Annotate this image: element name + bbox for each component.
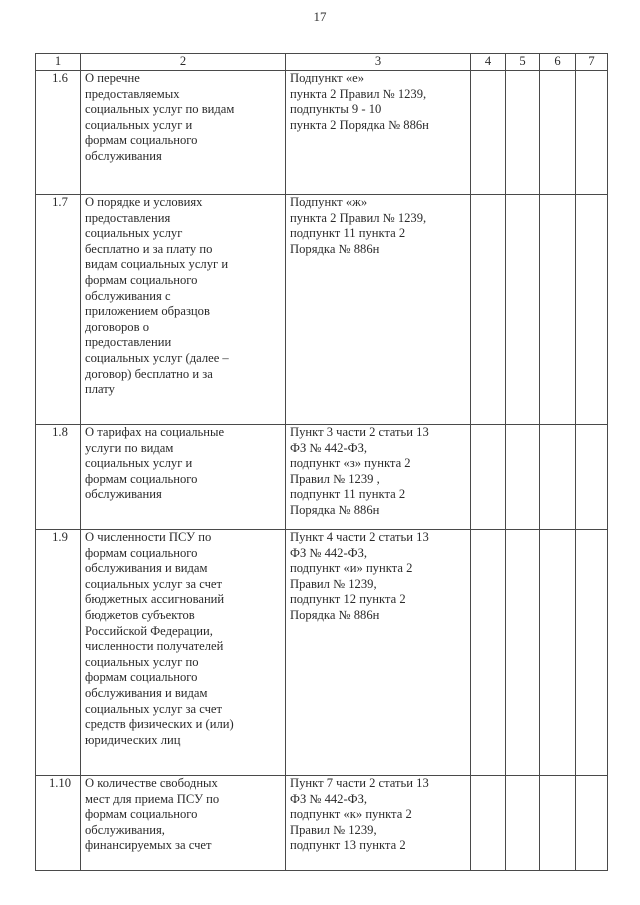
legal-reference-cell	[286, 425, 471, 530]
reference-text-line: ФЗ № 442-ФЗ,	[290, 791, 368, 806]
subject-text-line: формам социального	[85, 545, 198, 560]
subject-text-line: Российской Федерации,	[85, 623, 213, 638]
reference-text-line: Подпункт «е»	[290, 71, 365, 85]
information-subject-cell	[81, 776, 286, 871]
information-subject-cell	[81, 71, 286, 195]
row-number: 1.9	[36, 530, 81, 776]
subject-text-line: численности получателей	[85, 639, 224, 654]
column-header: 7	[576, 54, 608, 71]
subject-text-line: О порядке и условиях	[85, 195, 203, 209]
subject-text-line: социальных услуг за счет	[85, 701, 223, 716]
table-row	[36, 776, 608, 871]
subject-text-line: услуги по видам	[85, 440, 174, 455]
subject-text-line: социальных услуг по	[85, 654, 199, 669]
column-header: 4	[471, 54, 506, 71]
subject-text-line: формам социального	[85, 133, 198, 148]
reference-text-line: ФЗ № 442-ФЗ,	[290, 545, 368, 560]
subject-text-line: О перечне	[85, 71, 140, 85]
subject-text-line: договоров о	[85, 319, 149, 334]
empty-cell-col-7	[576, 530, 608, 776]
reference-text-line: Порядка № 886н	[290, 607, 380, 622]
subject-text-line: бесплатно и за плату по	[85, 241, 213, 256]
empty-cell-col-7	[576, 71, 608, 195]
subject-text-line: социальных услуг за счет	[85, 576, 223, 591]
legal-reference-cell	[286, 195, 471, 425]
subject-text-line: О численности ПСУ по	[85, 530, 212, 544]
empty-cell-col-5	[506, 195, 540, 425]
empty-cell-col-5	[506, 530, 540, 776]
empty-cell-col-4	[471, 71, 506, 195]
subject-text-line: социальных услуг по видам	[85, 102, 235, 117]
legal-reference-cell	[286, 776, 471, 871]
empty-cell-col-5	[506, 776, 540, 871]
reference-text-line: подпункты 9 - 10	[290, 102, 382, 117]
subject-text-line: обслуживания	[85, 487, 162, 502]
information-subject-cell	[81, 530, 286, 776]
subject-text-line: социальных услуг и	[85, 117, 193, 132]
table-row	[36, 71, 608, 195]
subject-text-line: формам социального	[85, 471, 198, 486]
reference-text-line: Пункт 4 части 2 статьи 13	[290, 530, 429, 544]
reference-text-line: подпункт 12 пункта 2	[290, 592, 406, 607]
reference-text-line: Пункт 3 части 2 статьи 13	[290, 425, 429, 439]
reference-text-line: Правил № 1239 ,	[290, 471, 380, 486]
legal-reference-cell	[286, 530, 471, 776]
row-number: 1.6	[36, 71, 81, 195]
reference-text-line: подпункт 11 пункта 2	[290, 487, 406, 502]
reference-text-line: подпункт «з» пункта 2	[290, 456, 411, 471]
empty-cell-col-7	[576, 425, 608, 530]
empty-cell-col-4	[471, 425, 506, 530]
column-header: 6	[540, 54, 576, 71]
subject-text-line: средств физических и (или)	[85, 717, 234, 732]
table-row	[36, 195, 608, 425]
subject-text-line: О количестве свободных	[85, 776, 218, 790]
subject-text-line: мест для приема ПСУ по	[85, 791, 220, 806]
empty-cell-col-6	[540, 71, 576, 195]
row-number: 1.8	[36, 425, 81, 530]
empty-cell-col-7	[576, 195, 608, 425]
subject-text-line: договор) бесплатно и за	[85, 366, 213, 381]
reference-text-line: Порядка № 886н	[290, 241, 380, 256]
subject-text-line: формам социального	[85, 670, 198, 685]
column-header: 3	[286, 54, 471, 71]
column-header: 1	[36, 54, 81, 71]
subject-text-line: бюджетных ассигнований	[85, 592, 225, 607]
column-header: 2	[81, 54, 286, 71]
subject-text-line: бюджетов субъектов	[85, 607, 195, 622]
table-row	[36, 530, 608, 776]
reference-text-line: подпункт 13 пункта 2	[290, 838, 406, 853]
empty-cell-col-4	[471, 195, 506, 425]
empty-cell-col-6	[540, 530, 576, 776]
subject-text-line: плату	[85, 382, 115, 397]
legal-reference-cell	[286, 71, 471, 195]
reference-text-line: пункта 2 Правил № 1239,	[290, 86, 427, 101]
reference-text-line: подпункт «и» пункта 2	[290, 561, 413, 576]
reference-text-line: подпункт 11 пункта 2	[290, 226, 406, 241]
row-number: 1.7	[36, 195, 81, 425]
empty-cell-col-6	[540, 195, 576, 425]
reference-text-line: пункта 2 Порядка № 886н	[290, 117, 429, 132]
subject-text-line: формам социального	[85, 272, 198, 287]
table-row	[36, 425, 608, 530]
requirements-table	[35, 53, 608, 871]
subject-text-line: обслуживания	[85, 148, 162, 163]
reference-text-line: Подпункт «ж»	[290, 195, 368, 209]
row-number: 1.10	[36, 776, 81, 871]
reference-text-line: пункта 2 Правил № 1239,	[290, 210, 427, 225]
table-header-row	[36, 54, 608, 71]
reference-text-line: Правил № 1239,	[290, 822, 377, 837]
subject-text-line: предоставляемых	[85, 86, 180, 101]
reference-text-line: Пункт 7 части 2 статьи 13	[290, 776, 429, 790]
reference-text-line: ФЗ № 442-ФЗ,	[290, 440, 368, 455]
empty-cell-col-5	[506, 71, 540, 195]
information-subject-cell	[81, 195, 286, 425]
empty-cell-col-4	[471, 530, 506, 776]
information-subject-cell	[81, 425, 286, 530]
subject-text-line: юридических лиц	[85, 732, 181, 747]
subject-text-line: видам социальных услуг и	[85, 257, 229, 272]
empty-cell-col-7	[576, 776, 608, 871]
subject-text-line: формам социального	[85, 807, 198, 822]
column-header: 5	[506, 54, 540, 71]
subject-text-line: обслуживания и видам	[85, 685, 208, 700]
empty-cell-col-6	[540, 776, 576, 871]
empty-cell-col-5	[506, 425, 540, 530]
subject-text-line: обслуживания с	[85, 288, 171, 303]
subject-text-line: финансируемых за счет	[85, 838, 212, 853]
subject-text-line: социальных услуг и	[85, 456, 193, 471]
reference-text-line: Правил № 1239,	[290, 576, 377, 591]
empty-cell-col-4	[471, 776, 506, 871]
subject-text-line: предоставлении	[85, 335, 172, 350]
reference-text-line: Порядка № 886н	[290, 502, 380, 517]
subject-text-line: О тарифах на социальные	[85, 425, 225, 439]
subject-text-line: социальных услуг	[85, 226, 183, 241]
reference-text-line: подпункт «к» пункта 2	[290, 807, 412, 822]
subject-text-line: предоставления	[85, 210, 171, 225]
empty-cell-col-6	[540, 425, 576, 530]
subject-text-line: обслуживания,	[85, 822, 165, 837]
subject-text-line: приложением образцов	[85, 304, 210, 319]
page-number: 17	[313, 9, 327, 24]
subject-text-line: социальных услуг (далее –	[85, 350, 229, 365]
subject-text-line: обслуживания и видам	[85, 561, 208, 576]
